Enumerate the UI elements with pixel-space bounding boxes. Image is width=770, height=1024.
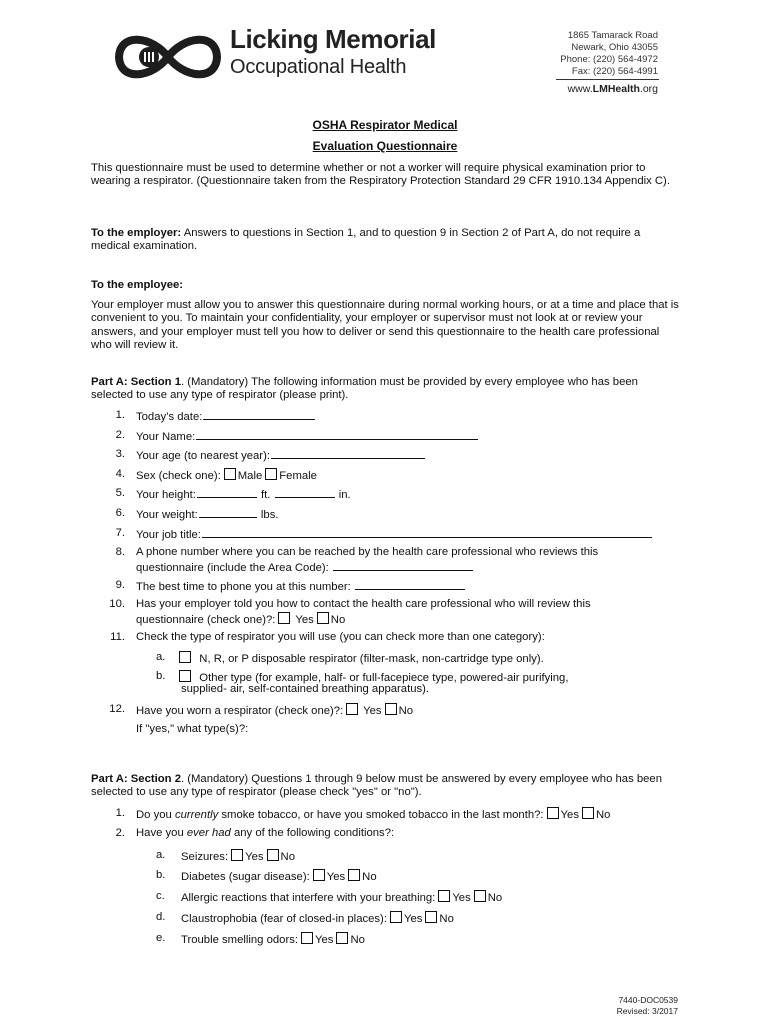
yes-label: Yes xyxy=(452,892,471,904)
employee-heading xyxy=(91,279,681,292)
q10-no-label: No xyxy=(330,614,346,626)
q7-number: 7. xyxy=(115,527,125,539)
employer-paragraph xyxy=(91,227,681,254)
document-code: 7440-DOC0539 xyxy=(618,995,678,1005)
website-prefix: www. xyxy=(567,83,593,95)
yes-label: Yes xyxy=(315,934,334,946)
weight-field[interactable] xyxy=(199,507,257,518)
s2-q2-row xyxy=(136,827,676,840)
q1-label: Today’s date: xyxy=(136,411,203,423)
s2-q1-yes-label: Yes xyxy=(560,809,579,821)
inches-unit: in. xyxy=(338,489,351,501)
q10-line2: questionnaire (check one)?: xyxy=(136,614,276,626)
phone-field[interactable] xyxy=(333,560,473,571)
s2-q2-number: 2. xyxy=(115,827,125,839)
diabetes-yes-checkbox[interactable] xyxy=(313,869,325,881)
q6-row xyxy=(136,507,676,522)
condition-label: Trouble smelling odors: xyxy=(181,934,298,946)
q10-line1: Has your employer told you how to contact the health care professional who will review this xyxy=(136,598,591,610)
q10-yes-label: Yes xyxy=(295,614,314,626)
no-label: No xyxy=(362,871,377,883)
height-feet-field[interactable] xyxy=(197,487,257,498)
male-checkbox[interactable] xyxy=(224,468,236,480)
q11-b-line1: Other type (for example, half- or full-facepiece type, powered-air purifying, xyxy=(199,672,569,684)
claustrophobia-yes-checkbox[interactable] xyxy=(390,911,402,923)
female-label: Female xyxy=(279,470,317,482)
q11-a-letter: a. xyxy=(156,651,166,663)
s2-q1-no-label: No xyxy=(595,809,611,821)
q3-row xyxy=(136,448,676,463)
q11-a-row xyxy=(176,651,646,666)
name-field[interactable] xyxy=(196,429,478,440)
q11-a-text: N, R, or P disposable respirator (filter-mask, non-cartridge type only). xyxy=(199,653,544,665)
q1-row xyxy=(136,409,676,424)
website-link[interactable] xyxy=(568,83,658,95)
intro-paragraph: This questionnaire must be used to determine whether or not a worker will require physical examination prior to wearing a respirator. (Questionnaire taken from the Respiratory Protection Standard 29 CFR 1910.134 Appendix C). xyxy=(91,162,670,188)
condition-label: Seizures: xyxy=(181,851,229,863)
no-label: No xyxy=(350,934,365,946)
address-city: Newark, Ohio 43055 xyxy=(571,42,658,53)
q6-number: 6. xyxy=(115,507,125,519)
q4-number: 4. xyxy=(115,468,125,480)
document-footer xyxy=(617,995,678,1017)
revision-date: Revised: 3/2017 xyxy=(616,1006,678,1016)
q12-yes-checkbox[interactable] xyxy=(346,703,358,715)
logo-subtitle: Occupational Health xyxy=(230,56,407,78)
allergic-no-checkbox[interactable] xyxy=(474,890,486,902)
employee-paragraph: Your employer must allow you to answer this questionnaire during normal working hours, or at a time and place that is convenient to you. To maintain your confidentiality, your employer or supervisor must not look at or review your answers, and your employer must tell you how to deliver or send this questionnaire to the health care professional who will review it. xyxy=(91,299,679,352)
q6-label: Your weight: xyxy=(136,509,198,521)
q12-yes-label: Yes xyxy=(363,705,382,717)
address-fax: Fax: (220) 564-4991 xyxy=(571,66,658,77)
q4-row xyxy=(136,468,676,483)
condition-letter: e. xyxy=(156,932,166,944)
address-block xyxy=(560,30,658,78)
condition-row-seizures xyxy=(181,849,651,864)
q9-label: The best time to phone you at this number: xyxy=(136,581,351,593)
s2-q2-italic: ever had xyxy=(186,827,231,839)
s2-q2-pre: Have you xyxy=(136,827,187,839)
employer-label: To the employer: xyxy=(91,227,182,239)
condition-label: Diabetes (sugar disease): xyxy=(181,871,310,883)
q2-label: Your Name: xyxy=(136,431,196,443)
website-domain: LMHealth xyxy=(592,83,640,95)
best-time-field[interactable] xyxy=(355,579,465,590)
s2-q1-no-checkbox[interactable] xyxy=(582,807,594,819)
no-label: No xyxy=(439,913,454,925)
q12-number: 12. xyxy=(109,703,125,715)
section1-intro xyxy=(91,376,681,403)
s2-q1-italic: currently xyxy=(174,809,219,821)
q8-line2: questionnaire (include the Area Code): xyxy=(136,562,329,574)
q12-followup: If "yes," what type(s)?: xyxy=(136,723,249,735)
logo-wordmark xyxy=(230,26,436,77)
age-field[interactable] xyxy=(271,448,425,459)
yes-label: Yes xyxy=(245,851,264,863)
employer-text: Answers to questions in Section 1, and to question 9 in Section 2 of Part A, do not require a medical examination. xyxy=(91,227,641,253)
seizures-no-checkbox[interactable] xyxy=(267,849,279,861)
smelling-no-checkbox[interactable] xyxy=(336,932,348,944)
q7-label: Your job title: xyxy=(136,529,201,541)
s2-q1-row xyxy=(136,807,676,822)
q2-number: 2. xyxy=(115,429,125,441)
section2-intro xyxy=(91,773,681,800)
smelling-yes-checkbox[interactable] xyxy=(301,932,313,944)
yes-label: Yes xyxy=(403,913,423,925)
s2-q1-yes-checkbox[interactable] xyxy=(547,807,559,819)
q4-label: Sex (check one): xyxy=(136,470,221,482)
address-street: 1865 Tamarack Road xyxy=(567,30,658,41)
condition-row-smelling xyxy=(181,932,651,947)
allergic-yes-checkbox[interactable] xyxy=(438,890,450,902)
yes-label: Yes xyxy=(326,871,346,883)
condition-row-allergic xyxy=(181,890,651,905)
condition-label: Allergic reactions that interfere with your breathing: xyxy=(181,892,436,904)
male-label: Male xyxy=(237,470,263,482)
q12-no-label: No xyxy=(398,705,414,717)
website-suffix: .org xyxy=(639,83,658,95)
q5-number: 5. xyxy=(115,487,125,499)
no-label: No xyxy=(487,892,503,904)
q11-number: 11. xyxy=(110,631,125,643)
s2-q2-post: any of the following conditions?: xyxy=(230,827,395,839)
seizures-yes-checkbox[interactable] xyxy=(231,849,243,861)
q11-b-checkbox[interactable] xyxy=(179,670,191,682)
page-subtitle: Evaluation Questionnaire xyxy=(312,139,458,153)
q3-number: 3. xyxy=(115,448,125,460)
q7-row xyxy=(136,527,676,542)
q11-b-line2: supplied- air, self-contained breathing apparatus). xyxy=(181,683,430,695)
q3-label: Your age (to nearest year): xyxy=(136,450,270,462)
s2-q1-pre: Do you xyxy=(136,809,175,821)
q11-a-checkbox[interactable] xyxy=(179,651,191,663)
q8-line1: A phone number where you can be reached by the health care professional who reviews this xyxy=(136,546,599,558)
q11-b-letter: b. xyxy=(156,670,166,682)
feet-unit: ft. xyxy=(261,489,271,501)
q12-row xyxy=(136,703,676,718)
q10-no-checkbox[interactable] xyxy=(317,612,329,624)
female-checkbox[interactable] xyxy=(265,468,277,480)
condition-letter: a. xyxy=(156,849,166,861)
infinity-logo-icon xyxy=(112,28,224,86)
s2-q1-number: 1. xyxy=(115,807,125,819)
employee-label: To the employee: xyxy=(91,279,184,291)
q10-yes-checkbox[interactable] xyxy=(278,612,290,624)
q8-row xyxy=(136,560,676,575)
condition-row-diabetes xyxy=(181,869,651,884)
diabetes-no-checkbox[interactable] xyxy=(348,869,360,881)
job-title-field[interactable] xyxy=(202,527,652,538)
logo-title: Licking Memorial xyxy=(230,24,436,54)
address-phone: Phone: (220) 564-4972 xyxy=(560,54,658,65)
s2-q1-post: smoke tobacco, or have you smoked tobacco in the last month?: xyxy=(218,809,544,821)
claustrophobia-no-checkbox[interactable] xyxy=(425,911,437,923)
q12-label: Have you worn a respirator (check one)?: xyxy=(136,705,344,717)
condition-letter: c. xyxy=(156,890,165,902)
q9-number: 9. xyxy=(115,579,125,591)
q5-row xyxy=(136,487,676,502)
q1-number: 1. xyxy=(115,409,125,421)
q10-number: 10. xyxy=(109,598,125,610)
date-field[interactable] xyxy=(203,409,315,420)
header-divider xyxy=(556,79,659,80)
condition-letter: b. xyxy=(156,869,166,881)
q10-row xyxy=(136,612,676,627)
section2-text: . (Mandatory) Questions 1 through 9 below must be answered by every employee who has been selected to use any type of respirator (please check "yes" or "no"). xyxy=(91,773,662,799)
weight-unit: lbs. xyxy=(260,509,279,521)
q9-row xyxy=(136,579,676,594)
condition-row-claustrophobia xyxy=(181,911,651,926)
no-label: No xyxy=(280,851,295,863)
condition-letter: d. xyxy=(156,911,166,923)
page-title: OSHA Respirator Medical xyxy=(312,118,458,132)
section1-label: Part A: Section 1 xyxy=(91,376,181,388)
condition-label: Claustrophobia (fear of closed-in places): xyxy=(181,913,387,925)
q2-row xyxy=(136,429,676,444)
section1-text: . (Mandatory) The following information must be provided by every employee who has been selected to use any type of respirator (please print). xyxy=(91,376,638,402)
q11-label: Check the type of respirator you will use (you can check more than one category): xyxy=(136,631,545,643)
section2-label: Part A: Section 2 xyxy=(91,773,181,785)
q5-label: Your height: xyxy=(136,489,196,501)
q12-no-checkbox[interactable] xyxy=(385,703,397,715)
q8-number: 8. xyxy=(115,546,125,558)
height-inches-field[interactable] xyxy=(275,487,335,498)
